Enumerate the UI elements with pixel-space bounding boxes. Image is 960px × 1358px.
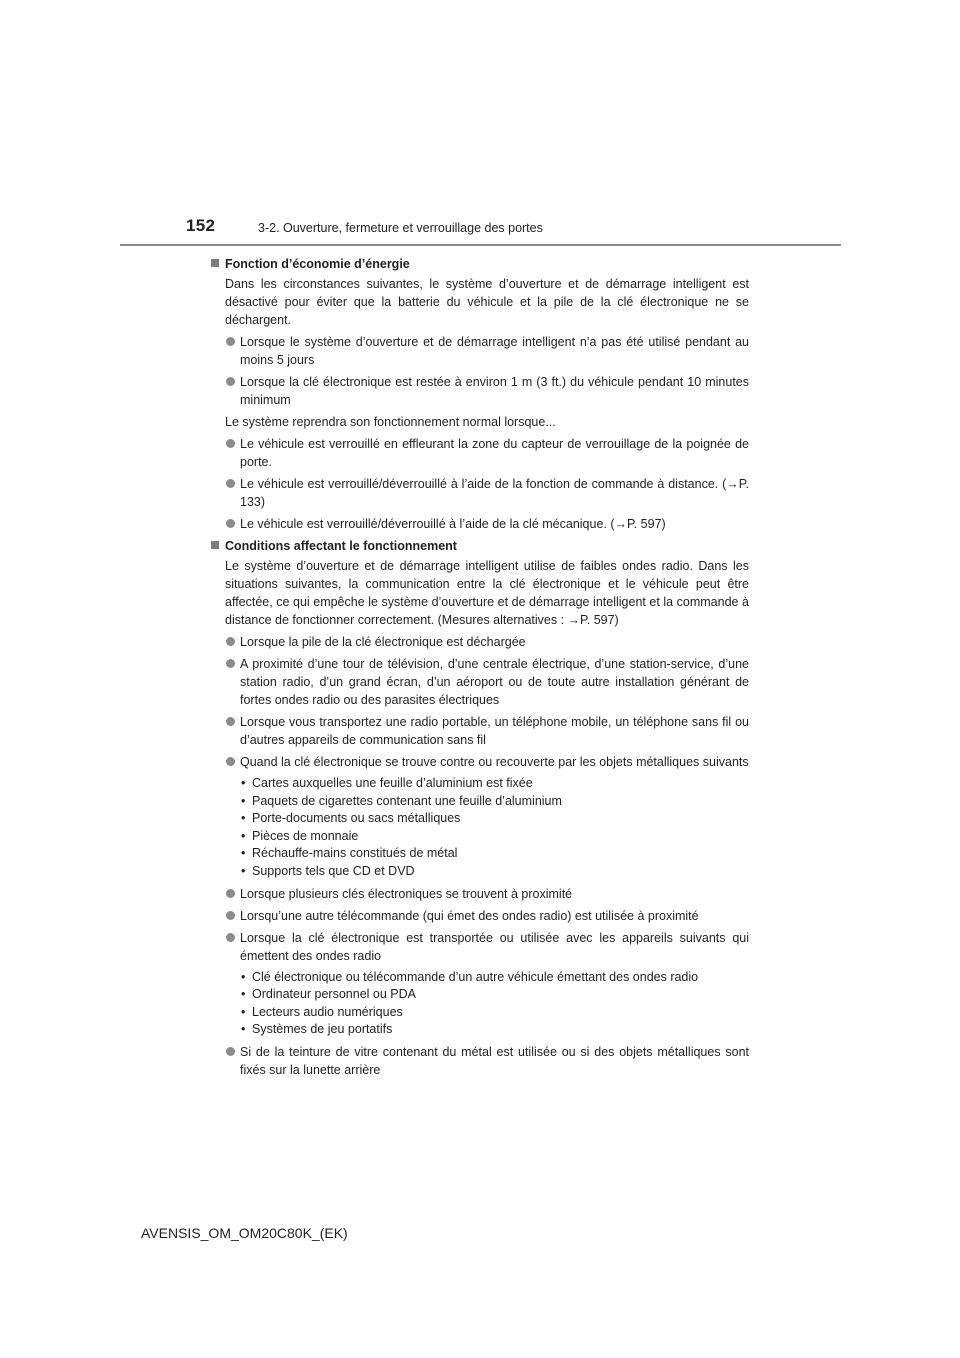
- sub-list-item: • Paquets de cigarettes contenant une feuille d’aluminium: [241, 793, 749, 811]
- page-number: 152: [186, 216, 216, 235]
- sub-list: [211, 775, 749, 881]
- list-item-text: Le véhicule est verrouillé/déverrouillé à l’aide de la fonction de commande à distance. (→P. 133): [240, 477, 749, 509]
- list-item-text: Le véhicule est verrouillé/déverrouillé à l’aide de la clé mécanique. (→P. 597): [240, 517, 666, 531]
- round-bullet-icon: [226, 439, 235, 448]
- page-content: [211, 255, 749, 1083]
- paragraph: Dans les circonstances suivantes, le système d’ouverture et de démarrage intelligent est désactivé pour éviter que la batterie du véhicule et la pile de la clé électronique ne se déchargent.: [225, 277, 749, 327]
- list-item-text: Si de la teinture de vitre contenant du métal est utilisée ou si des objets métalliques sont fixés sur la lunette arrière: [240, 1044, 749, 1077]
- list-item: [211, 633, 749, 651]
- paragraph: Le système d’ouverture et de démarrage intelligent utilise de faibles ondes radio. Dans les situations suivantes, la communication entre la clé électronique et le véhicule peut être affectée, ce qui empêche le système d’ouverture et de démarrage intelligent et la commande à distance de fonctionner correctement. (Mesures alternatives : →P. 597): [225, 559, 749, 627]
- list-item: [211, 1043, 749, 1079]
- list-item-text: A proximité d’une tour de télévision, d’une centrale électrique, d’une station-service, d’une station radio, d’un grand écran, d’un aéroport ou de toute autre installation générant de fortes ondes radio ou des parasites électriques: [240, 657, 749, 707]
- list-item-text: Lorsque plusieurs clés électroniques se trouvent à proximité: [240, 886, 573, 901]
- list-item: [211, 475, 749, 511]
- list-item: [211, 907, 749, 925]
- sub-list-item: • Supports tels que CD et DVD: [241, 863, 749, 881]
- list-item-text: Lorsque vous transportez une radio portable, un téléphone mobile, un téléphone sans fil ou d’autres appareils de communication sans fil: [240, 715, 749, 747]
- sub-list-item: • Clé électronique ou télécommande d’un autre véhicule émettant des ondes radio: [241, 969, 749, 987]
- list-item: [211, 753, 749, 771]
- list-item-text: Lorsqu’une autre télécommande (qui émet des ondes radio) est utilisée à proximité: [240, 908, 699, 923]
- list-item-text: Lorsque la pile de la clé électronique est déchargée: [240, 635, 526, 649]
- round-bullet-icon: [226, 889, 235, 898]
- round-bullet-icon: [226, 637, 235, 646]
- round-bullet-icon: [226, 1047, 235, 1056]
- list-item: [211, 373, 749, 409]
- round-bullet-icon: [226, 377, 235, 386]
- section-heading-text: Fonction d’économie d’énergie: [225, 257, 410, 271]
- round-bullet-icon: [226, 911, 235, 920]
- sub-list-item: • Réchauffe-mains constitués de métal: [241, 845, 749, 863]
- list-item-text: Lorsque le système d’ouverture et de démarrage intelligent n’a pas été utilisé pendant au moins 5 jours: [240, 335, 749, 367]
- sub-list-item: • Cartes auxquelles une feuille d’aluminium est fixée: [241, 775, 749, 793]
- section-title: 3-2. Ouverture, fermeture et verrouillage des portes: [258, 221, 543, 235]
- list-item: [211, 515, 749, 533]
- sub-list-item: • Ordinateur personnel ou PDA: [241, 986, 749, 1004]
- square-bullet-icon: [211, 541, 219, 549]
- round-bullet-icon: [226, 659, 235, 668]
- sub-list-item: • Systèmes de jeu portatifs: [241, 1021, 749, 1039]
- square-bullet-icon: [211, 259, 219, 267]
- footer-document-code: AVENSIS_OM_OM20C80K_(EK): [141, 1225, 348, 1241]
- round-bullet-icon: [226, 717, 235, 726]
- list-item-text: Lorsque la clé électronique est restée à environ 1 m (3 ft.) du véhicule pendant 10 minutes minimum: [240, 375, 749, 407]
- list-item: [211, 713, 749, 749]
- list-item: [211, 435, 749, 471]
- round-bullet-icon: [226, 337, 235, 346]
- section-heading-conditions: [211, 537, 749, 555]
- round-bullet-icon: [226, 933, 235, 942]
- round-bullet-icon: [226, 479, 235, 488]
- list-item-text: Le véhicule est verrouillé en effleurant la zone du capteur de verrouillage de la poignée de porte.: [240, 437, 749, 469]
- round-bullet-icon: [226, 757, 235, 766]
- list-item-text: Quand la clé électronique se trouve contre ou recouverte par les objets métalliques suivants: [240, 755, 749, 769]
- list-item-text: Lorsque la clé électronique est transportée ou utilisée avec les appareils suivants qui émettent des ondes radio: [240, 930, 749, 963]
- header-divider: [120, 244, 841, 246]
- round-bullet-icon: [226, 519, 235, 528]
- section-heading-text: Conditions affectant le fonctionnement: [225, 539, 457, 553]
- sub-list-item: • Pièces de monnaie: [241, 828, 749, 846]
- section-heading-energy: [211, 255, 749, 273]
- list-item: [211, 655, 749, 709]
- paragraph: Le système reprendra son fonctionnement normal lorsque...: [225, 415, 556, 429]
- list-item: [211, 885, 749, 903]
- sub-list: [211, 969, 749, 1039]
- list-item: [211, 929, 749, 965]
- sub-list-item: • Porte-documents ou sacs métalliques: [241, 810, 749, 828]
- sub-list-item: • Lecteurs audio numériques: [241, 1004, 749, 1022]
- list-item: [211, 333, 749, 369]
